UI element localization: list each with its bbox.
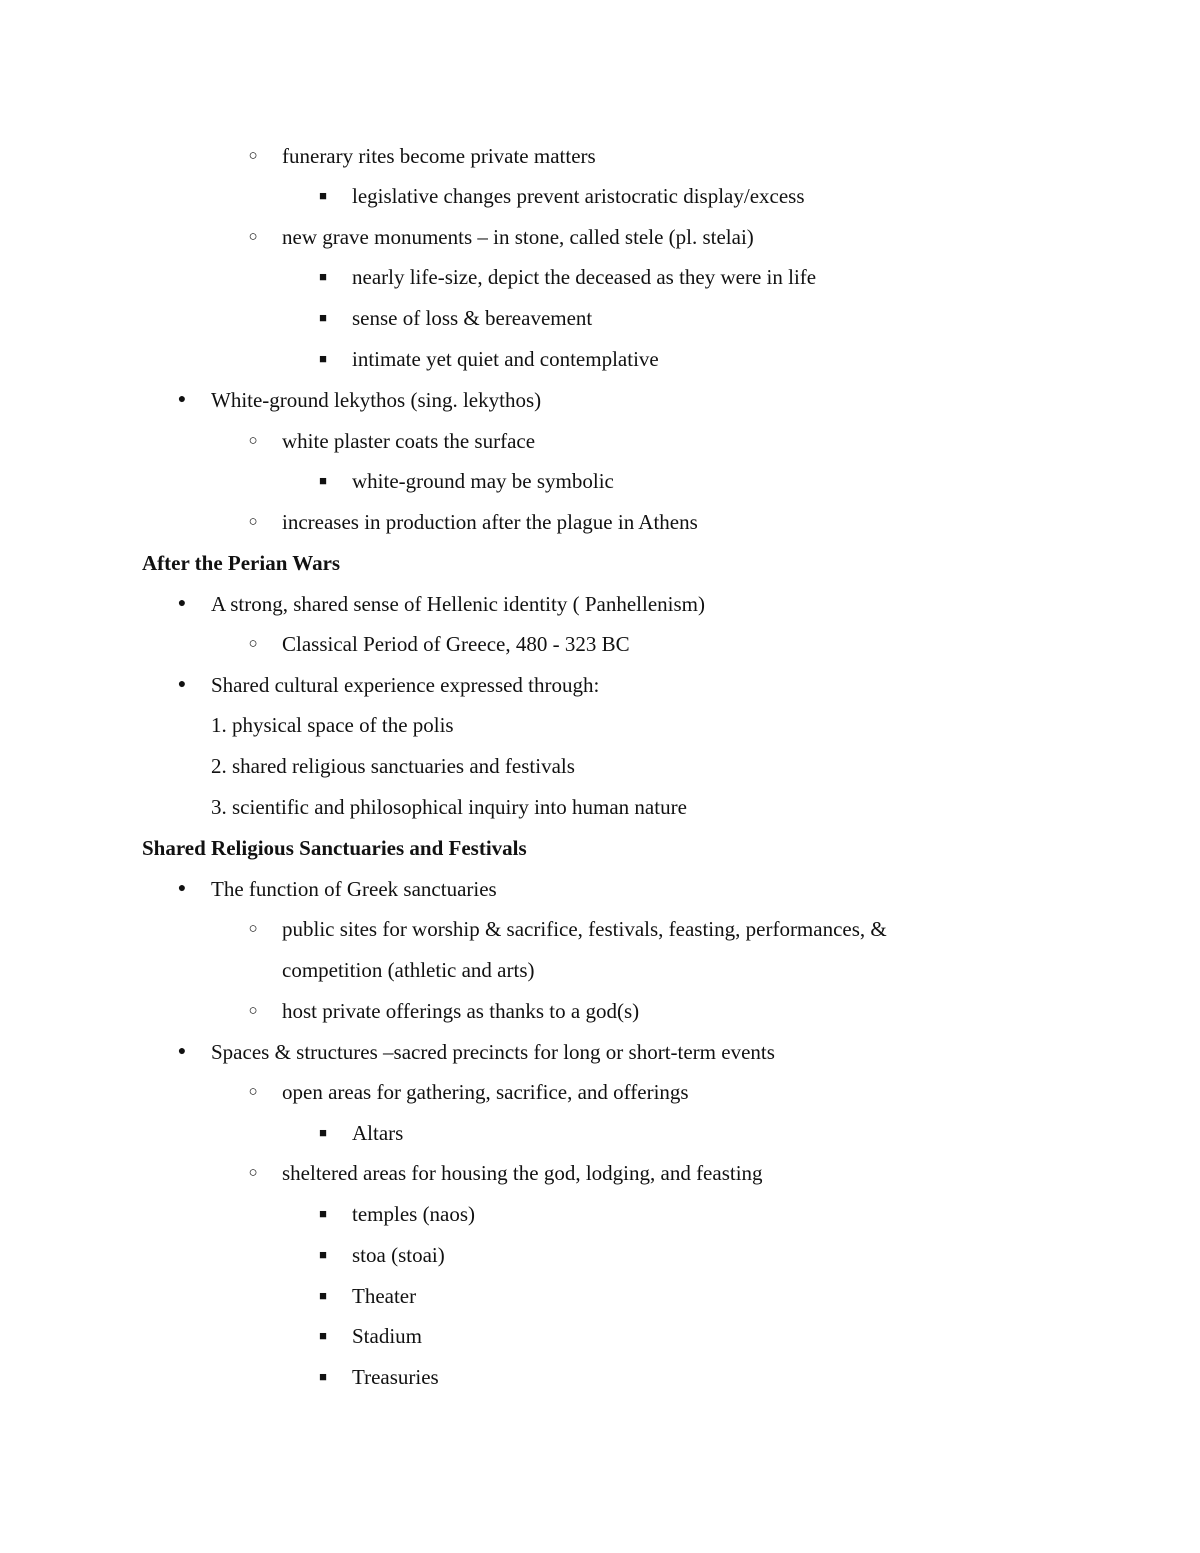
hollow-circle-bullet-icon: ○: [248, 1003, 258, 1019]
square-bullet-icon: ■: [319, 269, 327, 284]
list-item-text: funerary rites become private matters: [282, 144, 596, 168]
list-item-text: Stadium: [352, 1324, 423, 1348]
list-item-text: Theater: [352, 1284, 417, 1308]
list-item-text: Treasuries: [352, 1365, 439, 1389]
filled-circle-bullet-icon: ●: [177, 677, 187, 692]
list-item-text: white-ground may be symbolic: [352, 469, 614, 493]
list-item-text: legislative changes prevent aristocratic display/excess: [352, 184, 805, 208]
numbered-item-text: 3. scientific and philosophical inquiry into human nature: [211, 795, 687, 819]
square-bullet-icon: ■: [319, 1125, 327, 1140]
hollow-circle-bullet-icon: ○: [248, 148, 258, 164]
list-item-text: White-ground lekythos (sing. lekythos): [211, 388, 542, 412]
list-item-text: open areas for gathering, sacrifice, and offerings: [282, 1080, 689, 1104]
hollow-circle-bullet-icon: ○: [248, 1084, 258, 1100]
square-bullet-icon: ■: [319, 1247, 327, 1262]
square-bullet-icon: ■: [319, 1288, 327, 1303]
filled-circle-bullet-icon: ●: [177, 1044, 187, 1059]
hollow-circle-bullet-icon: ○: [248, 636, 258, 652]
list-item-text: nearly life-size, depict the deceased as they were in life: [352, 265, 817, 289]
square-bullet-icon: ■: [319, 1328, 327, 1343]
list-item-text: Spaces & structures –sacred precincts for long or short-term events: [211, 1040, 775, 1064]
list-item-text: sense of loss & bereavement: [352, 306, 593, 330]
numbered-item-text: 1. physical space of the polis: [211, 713, 454, 737]
list-item-text: Shared cultural experience expressed through:: [211, 673, 600, 697]
square-bullet-icon: ■: [319, 1206, 327, 1221]
list-item-text: new grave monuments – in stone, called stele (pl. stelai): [282, 225, 754, 249]
filled-circle-bullet-icon: ●: [177, 392, 187, 407]
list-item-text: increases in production after the plague in Athens: [282, 510, 698, 534]
section-heading-text: Shared Religious Sanctuaries and Festivals: [142, 836, 527, 860]
list-item-text: host private offerings as thanks to a god(s): [282, 999, 640, 1023]
hollow-circle-bullet-icon: ○: [248, 514, 258, 530]
list-item-text: competition (athletic and arts): [282, 958, 535, 982]
hollow-circle-bullet-icon: ○: [248, 433, 258, 449]
filled-circle-bullet-icon: ●: [177, 596, 187, 611]
square-bullet-icon: ■: [319, 351, 327, 366]
square-bullet-icon: ■: [319, 473, 327, 488]
section-heading-text: After the Perian Wars: [142, 551, 341, 575]
hollow-circle-bullet-icon: ○: [248, 1165, 258, 1181]
list-item-text: sheltered areas for housing the god, lodging, and feasting: [282, 1161, 763, 1185]
list-item-text: Altars: [352, 1121, 404, 1145]
list-item-text: public sites for worship & sacrifice, festivals, feasting, performances, &: [282, 917, 887, 941]
hollow-circle-bullet-icon: ○: [248, 921, 258, 937]
list-item-text: The function of Greek sanctuaries: [211, 877, 497, 901]
list-item-text: temples (naos): [352, 1202, 476, 1226]
list-item-text: stoa (stoai): [352, 1243, 445, 1267]
numbered-item-text: 2. shared religious sanctuaries and festivals: [211, 754, 575, 778]
list-item-text: A strong, shared sense of Hellenic identity ( Panhellenism): [211, 592, 705, 616]
square-bullet-icon: ■: [319, 1369, 327, 1384]
square-bullet-icon: ■: [319, 188, 327, 203]
list-item-text: white plaster coats the surface: [282, 429, 536, 453]
list-item-text: intimate yet quiet and contemplative: [352, 347, 659, 371]
list-item-text: Classical Period of Greece, 480 - 323 BC: [282, 632, 630, 656]
filled-circle-bullet-icon: ●: [177, 881, 187, 896]
hollow-circle-bullet-icon: ○: [248, 229, 258, 245]
square-bullet-icon: ■: [319, 310, 327, 325]
